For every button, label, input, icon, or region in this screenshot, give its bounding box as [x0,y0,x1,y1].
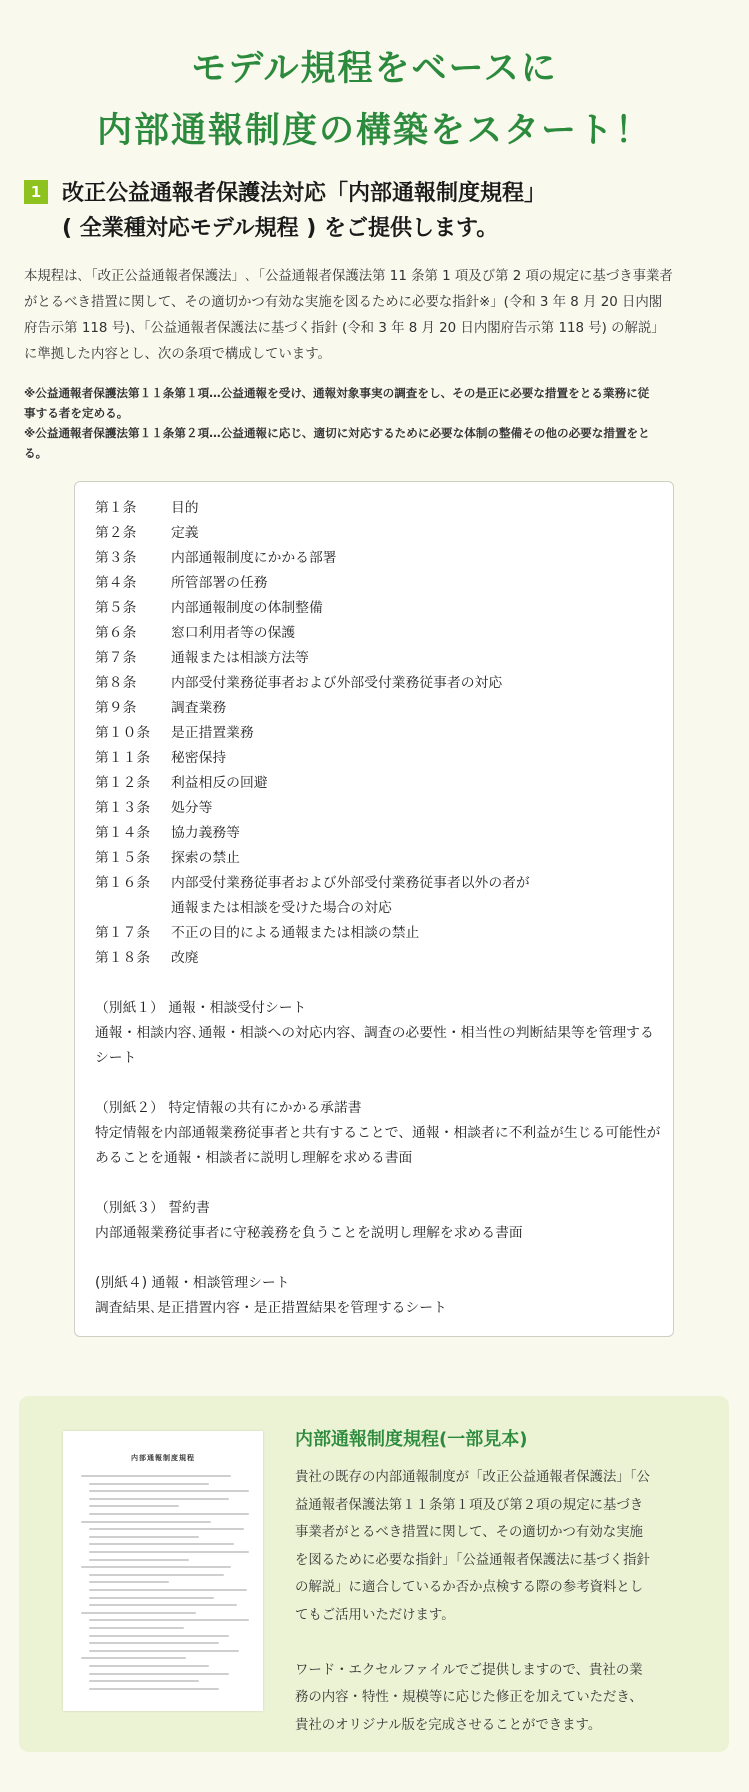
article-row [95,796,673,821]
thumbnail-text-line [89,1490,249,1492]
article-number: 第１１条 [95,750,151,766]
article-title: 通報または相談方法等 [171,650,309,666]
appendix-title: （別紙３） 誓約書 [95,1200,210,1216]
article-title: 所管部署の任務 [171,575,268,591]
article-number: 第１７条 [95,925,151,941]
article-row [95,946,673,971]
article-row [95,621,673,646]
intro-paragraph [24,264,726,368]
thumbnail-text-line [89,1619,249,1621]
section-title [62,176,734,246]
article-row [95,671,673,696]
thumbnail-text-line [89,1574,224,1576]
article-title: 是正措置業務 [171,725,254,741]
thumbnail-title: 内部通報制度規程 [131,1454,195,1462]
article-number: 第８条 [95,675,137,691]
page-headline [0,38,749,162]
article-title: 内部通報制度にかかる部署 [171,550,337,566]
thumbnail-text-line [89,1559,189,1561]
thumbnail-text-line [89,1505,179,1507]
footnote-line: ※公益通報者保護法第１１条第２項…公益通報に応じ、適切に対応するために必要な体制の整備その他の必要な措置をと [24,426,650,440]
article-title: 探索の禁止 [171,850,240,866]
article-title-continued: 通報または相談を受けた場合の対応 [171,900,392,916]
thumbnail-text-line [81,1657,186,1659]
article-row [95,496,673,521]
thumbnail-text-line [89,1688,219,1690]
footnote-line: る。 [24,446,48,460]
appendix-title: （別紙２） 特定情報の共有にかかる承諾書 [95,1100,362,1116]
thumbnail-text-line [89,1627,184,1629]
article-title: 定義 [171,525,199,541]
article-row [95,746,673,771]
article-number: 第９条 [95,700,137,716]
thumbnail-text-line [81,1521,211,1523]
article-number: 第１２条 [95,775,151,791]
article-row [95,521,673,546]
thumbnail-text-line [81,1566,231,1568]
article-number: 第５条 [95,600,137,616]
intro-line: 府告示第 118 号)、「公益通報者保護法に基づく指針 (令和 3 年 8 月 20 日内閣府告示第 118 号) の解説」 [24,321,665,336]
appendix-description: 通報・相談内容､通報・相談への対応内容、調査の必要性・相当性の判断結果等を管理するシート [95,1025,654,1066]
thumbnail-text-line [89,1650,239,1652]
article-title: 調査業務 [171,700,227,716]
footnote-line: 事する者を定める。 [24,406,129,420]
article-row [95,846,673,871]
appendix-item [95,1196,673,1246]
article-row [95,921,673,946]
panel-line: 貴社のオリジナル版を完成させることができます。 [295,1717,602,1733]
sample-panel-title: 内部通報制度規程(一部見本) [295,1429,528,1450]
article-number: 第３条 [95,550,137,566]
article-number: 第１８条 [95,950,151,966]
article-title: 内部受付業務従事者および外部受付業務従事者の対応 [171,675,503,691]
thumbnail-text-line [89,1673,229,1675]
article-title: 改廃 [171,950,199,966]
appendix-title: (別紙４) 通報・相談管理シート [95,1275,290,1291]
sample-panel [19,1396,729,1752]
panel-line: を図るために必要な指針」「公益通報者保護法に基づく指針 [295,1552,650,1568]
panel-line: 益通報者保護法第１１条第１項及び第２項の規定に基づき [295,1497,644,1513]
panel-line: 事業者がとるべき措置に関して、その適切かつ有効な実施 [295,1525,643,1540]
thumbnail-text-line [89,1604,237,1606]
thumbnail-text-line [89,1483,209,1485]
article-title: 処分等 [171,800,213,816]
article-row [95,596,673,621]
article-row [95,571,673,596]
article-number: 第７条 [95,650,137,666]
appendix-item [95,1096,673,1171]
panel-line: 務の内容・特性・規模等に応じた修正を加えていただき、 [295,1690,643,1705]
thumbnail-text-line [89,1498,229,1500]
article-row [95,771,673,796]
thumbnail-text-line [89,1551,249,1553]
headline-line-1: モデル規程をベースに [191,48,558,89]
article-list-box [74,481,674,1337]
article-row [95,646,673,671]
appendix-title: （別紙１） 通報・相談受付シート [95,1000,307,1016]
section-title-line-1: 改正公益通報者保護法対応「内部通報制度規程」 [62,181,547,206]
article-number: 第４条 [95,575,137,591]
article-title: 内部受付業務従事者および外部受付業務従事者以外の者が [171,875,530,891]
section-number-badge: 1 [24,180,48,204]
appendix-description: 内部通報業務従事者に守秘義務を負うことを説明し理解を求める書面 [95,1225,523,1241]
headline-line-2: 内部通報制度の構築をスタート！ [96,110,652,151]
thumbnail-text-line [89,1680,199,1682]
article-number: 第１５条 [95,850,151,866]
panel-line: の解説」に適合しているか否か点検する際の参考資料とし [295,1580,644,1595]
article-list [95,496,673,971]
thumbnail-text-line [81,1612,196,1614]
article-title: 目的 [171,500,199,516]
thumbnail-text-line [89,1635,229,1637]
panel-line: てもご活用いただけます。 [295,1607,455,1623]
thumbnail-text-line [89,1665,209,1667]
thumbnail-text-line [89,1543,234,1545]
article-row [95,871,673,896]
article-number: 第１０条 [95,725,151,741]
section-heading [24,176,734,246]
article-number: 第２条 [95,525,137,541]
article-title: 不正の目的による通報または相談の禁止 [171,925,420,941]
article-row [95,546,673,571]
intro-line: がとるべき措置に関して、その適切かつ有効な実施を図るために必要な指針※」(令和 3 年 8 月 20 日内閣 [24,295,663,310]
section-title-line-2: ( 全業種対応モデル規程 ) をご提供します。 [62,216,499,241]
article-number: 第１条 [95,500,137,516]
thumbnail-text-line [89,1528,244,1530]
thumbnail-text-line [89,1536,199,1538]
appendix-item [95,996,673,1071]
thumbnail-text-line [89,1589,247,1591]
footnote-line: ※公益通報者保護法第１１条第１項…公益通報を受け、通報対象事実の調査をし、その是正に必要な措置をとる業務に従 [24,386,650,400]
thumbnail-text-line [89,1581,169,1583]
article-row [95,821,673,846]
article-number: 第１３条 [95,800,151,816]
appendix-list [95,996,673,1321]
panel-line: 貴社の既存の内部通報制度が「改正公益通報者保護法」「公 [295,1470,650,1485]
article-title: 秘密保持 [171,750,227,766]
thumbnail-text-line [89,1513,249,1515]
intro-line: に準拠した内容とし、次の条項で構成しています。 [24,347,331,362]
article-row [95,696,673,721]
article-row [95,721,673,746]
appendix-description: 特定情報を内部通報業務従事者と共有することで、通報・相談者に不利益が生じる可能性があることを通報・相談者に説明し理解を求める書面 [95,1125,661,1166]
article-number: 第６条 [95,625,137,641]
article-title: 利益相反の回避 [171,775,268,791]
sample-panel-text [295,1464,695,1739]
article-number: 第１６条 [95,875,151,891]
intro-line: 本規程は､「改正公益通報者保護法」､「公益通報者保護法第 11 条第 1 項及び第 2 項の規定に基づき事業者 [24,269,673,284]
sample-document-thumbnail [63,1431,263,1711]
article-title: 協力義務等 [171,825,240,841]
panel-line: ワード・エクセルファイルでご提供しますので、貴社の業 [295,1662,643,1678]
article-number: 第１４条 [95,825,151,841]
appendix-item [95,1271,673,1321]
thumbnail-text-line [89,1642,219,1644]
thumbnail-text-line [81,1475,231,1477]
thumbnail-text-line [89,1597,214,1599]
appendix-description: 調査結果､是正措置内容・是正措置結果を管理するシート [95,1300,447,1316]
footnotes [24,383,726,463]
article-title: 内部通報制度の体制整備 [171,600,323,616]
article-title: 窓口利用者等の保護 [171,625,296,641]
